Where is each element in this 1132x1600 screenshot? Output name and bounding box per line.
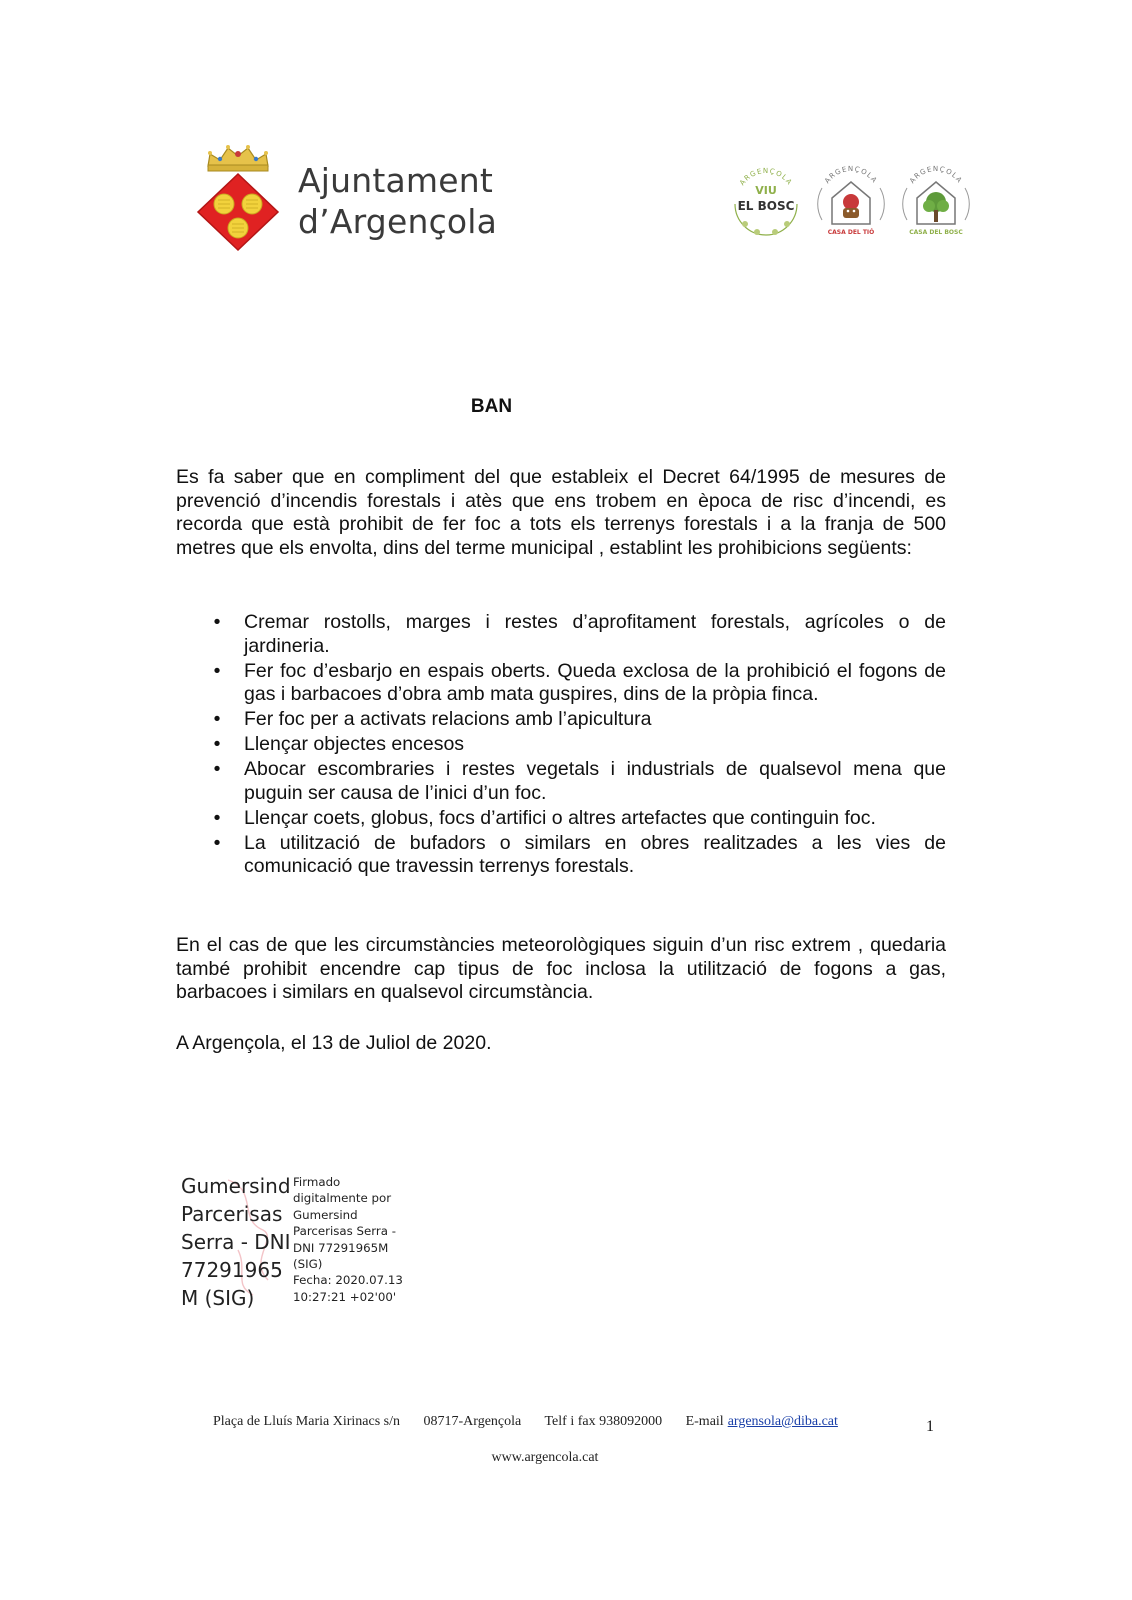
badge1-arc-text: ARGENÇOLA	[738, 166, 794, 187]
org-line-1: Ajuntament	[298, 161, 494, 200]
footer-email-label: E-mail	[685, 1414, 724, 1429]
date-line: A Argençola, el 13 de Juliol de 2020.	[176, 1032, 492, 1054]
intro-paragraph: Es fa saber que en compliment del que estableix el Decret 64/1995 de mesures de prevenció d’incendis forestals i atès que ens trobem en època de risc d’incendi, es recorda que està prohibit de fer foc a tots els terrenys forestals i a la franja de 500 metres que els envolta, dins del terme municipal , establint les prohibicions següents:	[176, 466, 946, 559]
list-item-text: Llençar coets, globus, focs d’artifici o altres artefactes que continguin foc.	[244, 806, 876, 829]
footer-address: Plaça de Lluís Maria Xirinacs s/n	[213, 1414, 401, 1429]
signature-info-line: DNI 77291965M	[293, 1240, 389, 1255]
badge1-line1: VIU	[755, 184, 777, 197]
badge2-arc-text: ARGENÇOLA	[823, 164, 879, 185]
footer-website[interactable]: www.argencola.cat	[491, 1450, 599, 1465]
footer-phone: Telf i fax 938092000	[544, 1414, 663, 1429]
list-item-text: Fer foc d’esbarjo en espais oberts. Queda exclosa de la prohibició el fogons de gas i barbacoes d’obra amb mata guspires, dins de la pròpia finca.	[244, 659, 946, 706]
signature-info-line: (SIG)	[293, 1257, 323, 1272]
municipality-name	[298, 160, 497, 242]
closing-paragraph: En el cas de que les circumstàncies meteorològiques siguin d’un risc extrem , quedaria també prohibit encendre cap tipus de foc inclosa la utilització de fogons a gas, barbacoes i similars en qualsevol circumstància.	[176, 934, 946, 1004]
signature-info-line: Gumersind	[293, 1207, 358, 1222]
list-item: • Cremar rostolls, marges i restes d’aprofitament forestals, agrícoles o de jardineria.	[213, 611, 946, 657]
footer-postal: 08717-Argençola	[423, 1414, 522, 1429]
list-item: • Llençar coets, globus, focs d’artifici o altres artefactes que continguin foc.	[213, 806, 876, 829]
casa-del-bosc-badge	[897, 158, 975, 242]
prohibitions-list	[210, 611, 946, 880]
coat-of-arms-logo	[196, 142, 280, 252]
badge2-bottom-text: CASA DEL TIÓ	[827, 229, 875, 236]
signer-name-line: M (SIG)	[181, 1286, 255, 1310]
document-title: BAN	[470, 396, 513, 417]
list-item-text: Cremar rostolls, marges i restes d’aprofitament forestals, agrícoles o de jardineria.	[244, 611, 946, 657]
viu-el-bosc-badge	[727, 158, 805, 242]
list-item: • La utilització de bufadors o similars en obres realitzades a les vies de comunicació que travessin terrenys forestals.	[213, 831, 946, 878]
signer-name-block	[181, 1172, 291, 1312]
list-item: • Fer foc per a activats relacions amb l’apicultura	[213, 708, 652, 731]
org-line-2: d’Argençola	[298, 202, 498, 241]
signature-info-line: Fecha: 2020.07.13	[293, 1273, 403, 1288]
badge3-arc-text: ARGENÇOLA	[908, 164, 964, 185]
signer-name-line: Serra - DNI	[181, 1230, 291, 1254]
signer-name-line: 77291965	[181, 1258, 283, 1282]
digital-signature-info	[293, 1174, 403, 1305]
list-item: • Fer foc d’esbarjo en espais oberts. Queda exclosa de la prohibició el fogons de gas i barbacoes d’obra amb mata guspires, dins de la pròpia finca.	[213, 659, 946, 706]
list-item-text: Fer foc per a activats relacions amb l’apicultura	[244, 708, 652, 731]
list-item-text: Llençar objectes encesos	[244, 733, 465, 756]
signer-name-line: Gumersind	[181, 1174, 291, 1198]
footer-email-link[interactable]: argensola@diba.cat	[727, 1414, 838, 1429]
signature-info-line: digitalmente por	[293, 1191, 392, 1206]
badge3-bottom-text: CASA DEL BOSC	[909, 229, 963, 236]
signature-info-line: Firmado	[293, 1175, 341, 1189]
page-number: 1	[926, 1418, 934, 1435]
list-item: • Llençar objectes encesos	[213, 733, 465, 756]
list-item-text: Abocar escombraries i restes vegetals i industrials de qualsevol mena que puguin ser causa de l’inici d’un foc.	[244, 758, 946, 804]
footer-contact	[213, 1414, 838, 1430]
casa-del-tio-badge	[812, 158, 890, 242]
list-item: • Abocar escombraries i restes vegetals i industrials de qualsevol mena que puguin ser causa de l’inici d’un foc.	[213, 758, 946, 804]
signer-name-line: Parcerisas	[181, 1202, 283, 1226]
signature-info-line: Parcerisas Serra -	[293, 1224, 397, 1239]
list-item-text: La utilització de bufadors o similars en obres realitzades a les vies de comunicació que travessin terrenys forestals.	[244, 831, 946, 878]
signature-info-line: 10:27:21 +02'00'	[293, 1289, 397, 1304]
badge1-line2: EL BOSC	[737, 199, 795, 213]
